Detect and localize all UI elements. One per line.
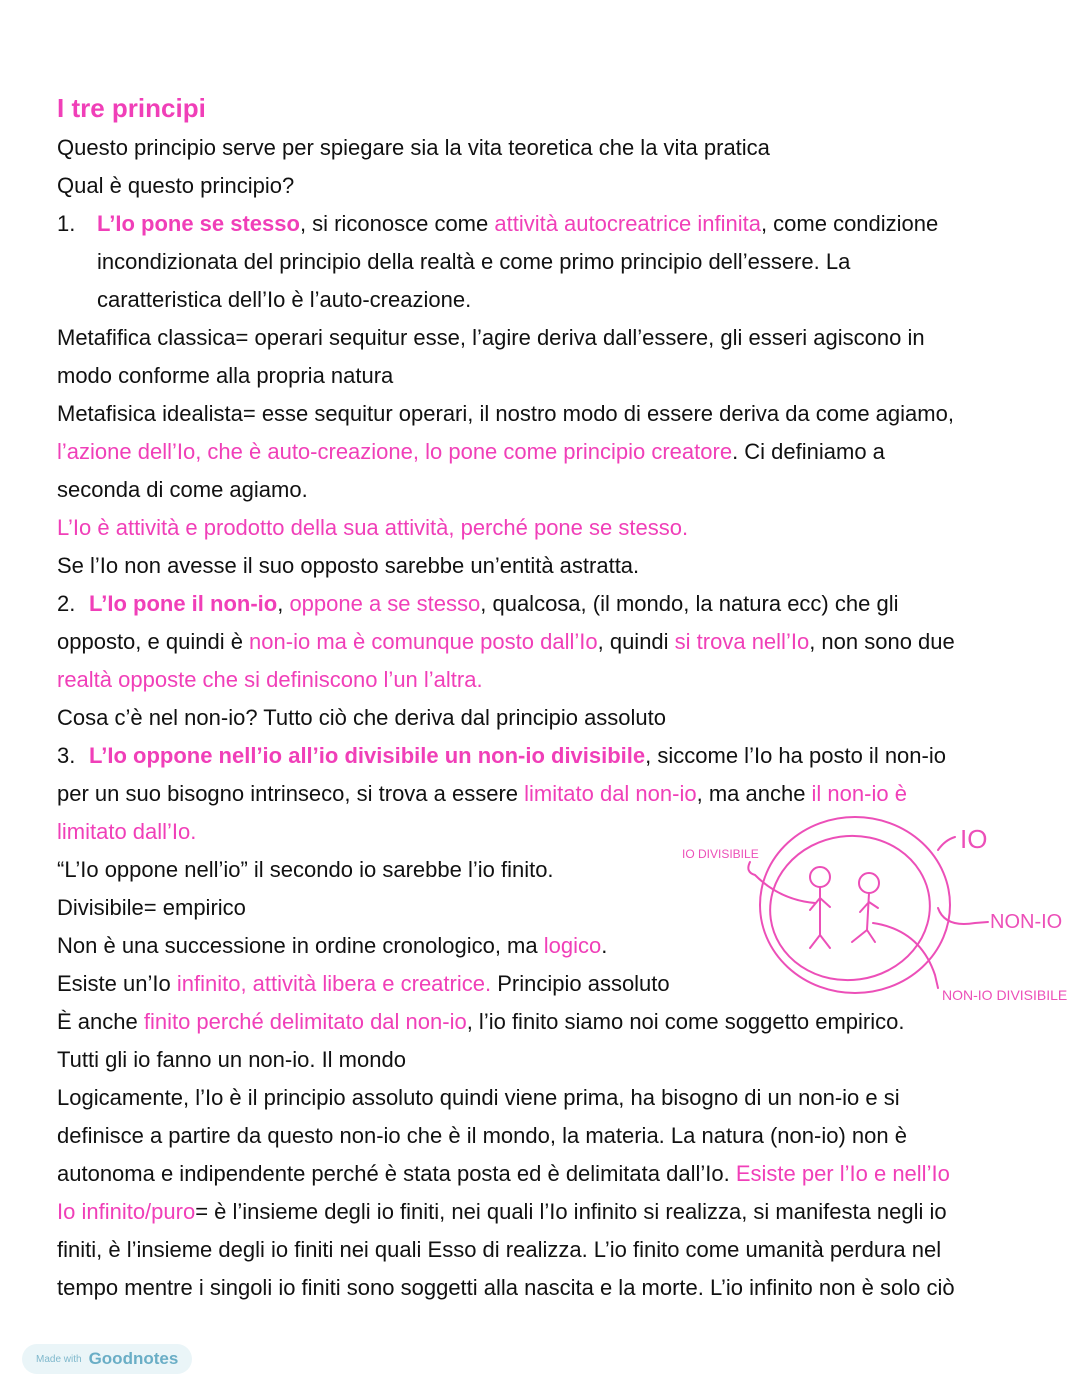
list-number: 1. [57,211,76,236]
text-line [57,1083,900,1113]
highlighted-text: Io infinito/puro [57,1199,196,1224]
text-line [57,171,294,201]
text-segment: Cosa c’è nel non-io? Tutto ciò che deriva dal principio assoluto [57,705,667,730]
text-segment: Se l’Io non avesse il suo opposto sarebbe un’entità astratta. [57,553,640,578]
text-segment: È anche [57,1009,144,1034]
highlighted-text: Esiste per l’Io e nell’Io [735,1161,950,1186]
text-segment: Esiste un’Io [57,971,177,996]
text-line [57,665,483,695]
text-line [57,1159,950,1189]
text-line [57,703,666,733]
text-line [57,817,196,847]
highlighted-text: L’Io pone il non-io [89,591,278,616]
text-segment: Divisibile= empirico [57,895,246,920]
text-segment: , siccome l’Io ha posto il non-io [645,743,946,768]
text-segment: definisce a partire da questo non-io che è il mondo, la materia. La natura (non-io) non è [57,1123,907,1148]
highlighted-text: L’Io è attività e prodotto della sua attività, perché pone se stesso. [57,515,689,540]
text-segment: opposto, e quindi è [57,629,250,654]
text-segment: Questo principio serve per spiegare sia la vita teoretica che la vita pratica [57,135,770,160]
badge-brand: Goodnotes [88,1349,179,1368]
highlighted-text: attività autocreatrice infinita [494,211,761,236]
text-line [57,399,954,429]
text-line [57,323,925,353]
text-line [57,1045,406,1075]
text-segment: Qual è questo principio? [57,173,295,198]
highlighted-text: oppone a se stesso [289,591,481,616]
highlighted-text: infinito, attività libera e creatrice. [176,971,492,996]
list-number: 2. [57,591,76,616]
text-line [57,969,670,999]
text-segment: incondizionata del principio della realtà e come primo principio dell’essere. La [97,249,851,274]
text-line [57,741,946,771]
highlighted-text: L’Io oppone nell’io all’io divisibile un non-io divisibile [89,743,646,768]
text-line [57,931,607,961]
text-segment: Non è una successione in ordine cronologico, ma [57,933,544,958]
text-segment: Metafifica classica= operari sequitur esse, l’agire deriva dall’essere, gli esseri agiscono in [57,325,925,350]
text-line [97,247,850,277]
text-segment: modo conforme alla propria natura [57,363,394,388]
text-segment: . Ci definiamo a [732,439,885,464]
text-line [57,589,898,619]
highlighted-text: realtà opposte che si definiscono l’un l’altra. [57,667,483,692]
text-line [57,1121,907,1151]
text-segment: , qualcosa, (il mondo, la natura ecc) che gli [480,591,899,616]
text-segment: , si riconosce come [299,211,495,236]
goodnotes-badge [22,1344,192,1374]
text-segment: , ma anche [696,781,812,806]
text-line [97,285,471,315]
highlighted-text: finito perché delimitato dal non-io [143,1009,467,1034]
text-line [57,855,554,885]
text-segment: , l’io finito siamo noi come soggetto empirico. [466,1009,905,1034]
text-segment: = è l’insieme degli io finiti, nei quali l’Io infinito si realizza, si manifesta negli io [195,1199,947,1224]
text-line [57,1273,955,1303]
text-line [57,627,955,657]
text-line [57,893,246,923]
text-line [57,437,885,467]
highlighted-text: logico [543,933,602,958]
text-segment: , [277,591,290,616]
text-segment: seconda di come agiamo. [57,477,308,502]
text-segment: Logicamente, l’Io è il principio assoluto quindi viene prima, ha bisogno di un non-io e si [57,1085,900,1110]
label-non-io: NON-IO [990,911,1063,933]
text-line [57,475,308,505]
text-line [57,1197,947,1227]
text-segment: . [601,933,608,958]
text-line [57,551,639,581]
text-segment: , non sono due [809,629,955,654]
label-io: IO [960,824,988,854]
highlighted-text: limitato dall’Io. [57,819,197,844]
text-line [57,779,907,809]
text-segment: , come condizione [760,211,939,236]
list-number: 3. [57,743,76,768]
text-segment: per un suo bisogno intrinseco, si trova a essere [57,781,525,806]
text-line [57,1007,904,1037]
label-io-divisibile: IO DIVISIBILE [682,847,759,861]
outer-circle-io [760,817,950,993]
text-line [57,361,393,391]
highlighted-text: il non-io è [811,781,907,806]
stick-figure-icon [852,873,879,942]
label-non-io-divisibile: NON-IO DIVISIBILE [942,987,1068,1003]
text-line [57,209,938,239]
badge-prefix: Made with [36,1353,82,1365]
text-line [57,513,688,543]
text-segment: finiti, è l’insieme degli io finiti nei quali Esso di realizza. L’io finito come umanità perdura nel [57,1237,942,1262]
highlighted-text: limitato dal non-io [524,781,697,806]
highlighted-text: si trova nell’Io [674,629,810,654]
text-segment: autonoma e indipendente perché è stata posta ed è delimitata dall’Io. [57,1161,736,1186]
text-line [57,1235,941,1265]
section-title: I tre principi [57,93,206,123]
text-segment: Tutti gli io fanno un non-io. Il mondo [57,1047,406,1072]
text-segment: “L’Io oppone nell’io” il secondo io sarebbe l’io finito. [57,857,554,882]
text-segment: , quindi [597,629,675,654]
highlighted-text: L’Io pone se stesso [97,211,300,236]
text-segment: caratteristica dell’Io è l’auto-creazione. [97,287,472,312]
stick-figure-icon [810,867,830,948]
highlighted-text: non-io ma è comunque posto dall’Io [249,629,598,654]
highlighted-text: l’azione dell’Io, che è auto-creazione, lo pone come principio creatore [57,439,733,464]
io-non-io-diagram [670,810,1080,1010]
text-segment: tempo mentre i singoli io finiti sono soggetti alla nascita e la morte. L’io infinito non è solo ciò [57,1275,955,1300]
text-line [57,133,770,163]
text-segment: Principio assoluto [491,971,670,996]
text-segment: Metafisica idealista= esse sequitur operari, il nostro modo di essere deriva da come agiamo, [57,401,954,426]
